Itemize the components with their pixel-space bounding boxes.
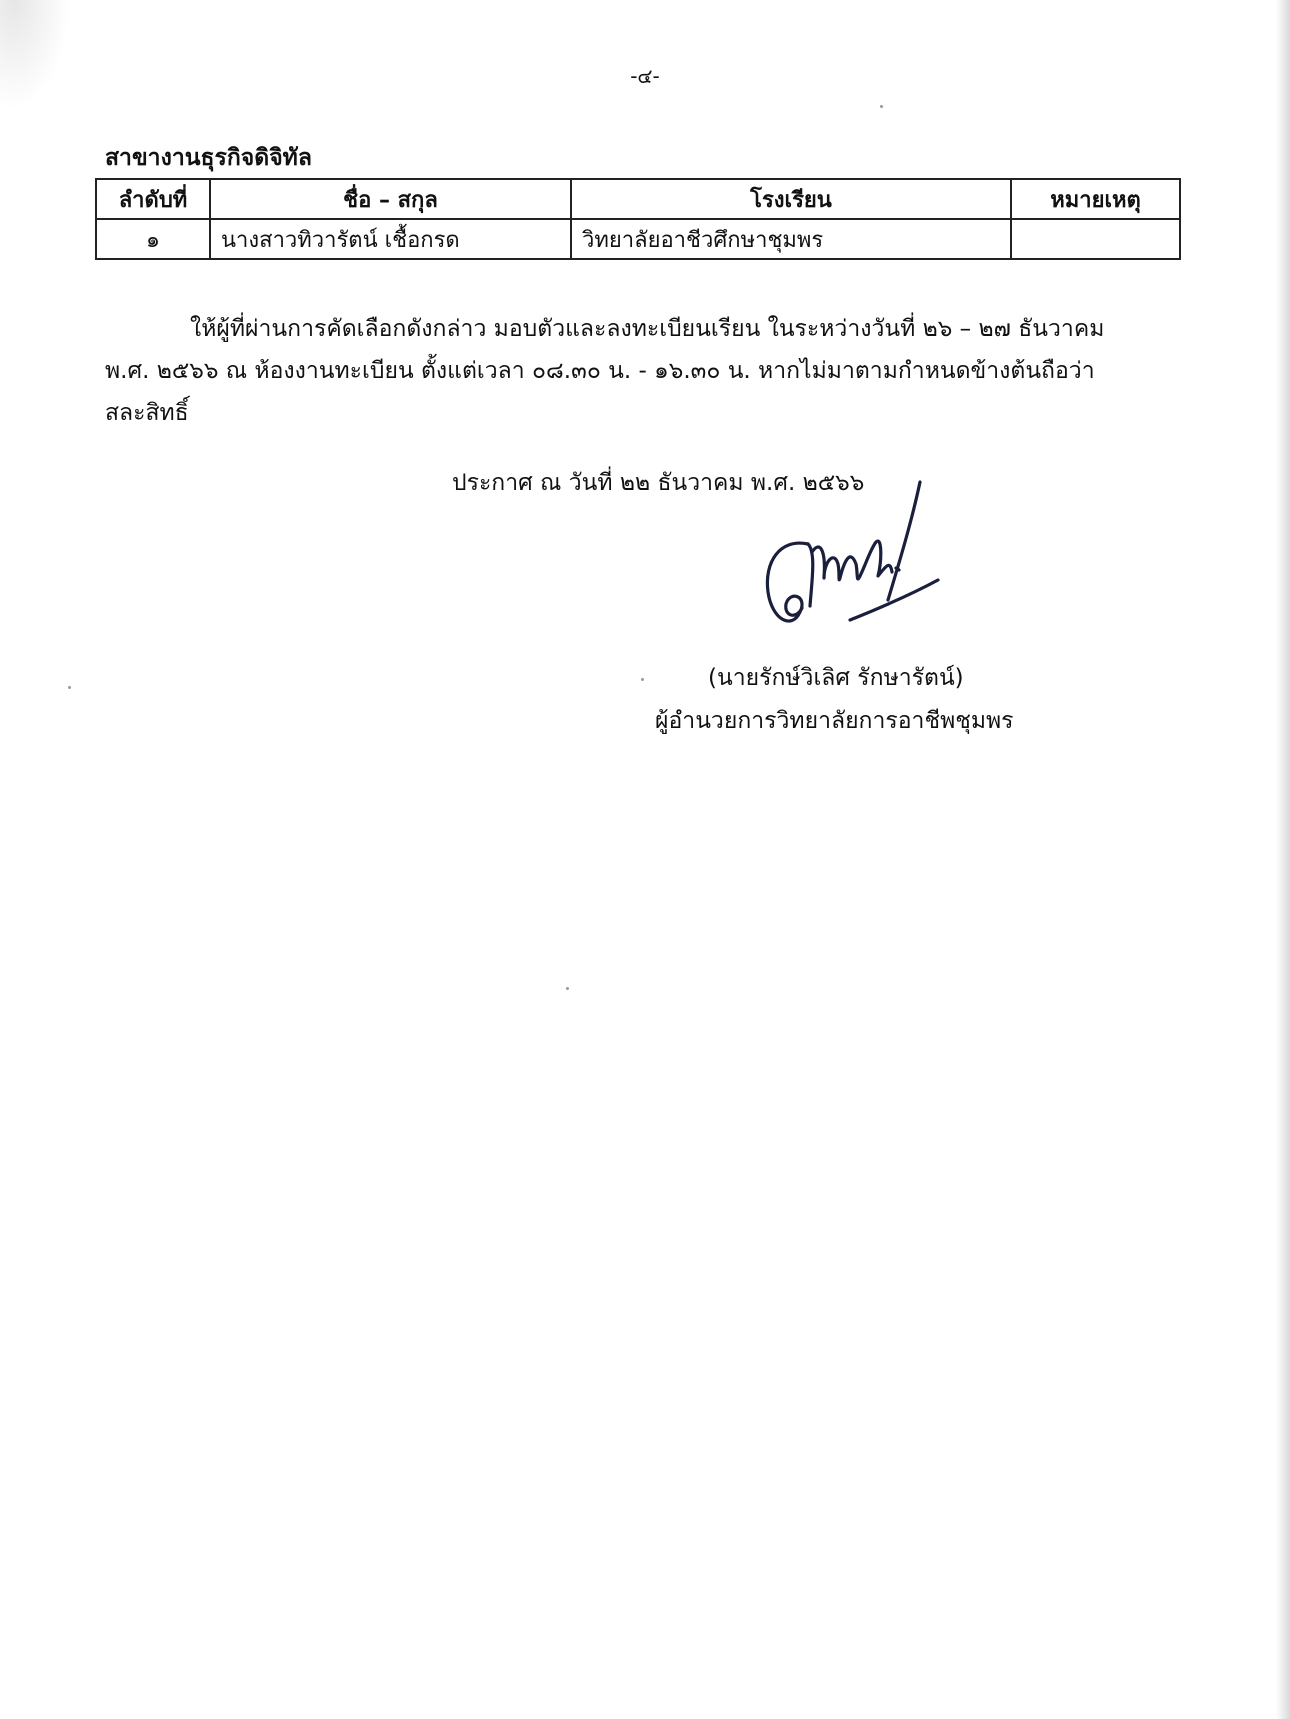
signer-name: (นายรักษ์วิเลิศ รักษารัตน์) (708, 665, 964, 691)
header-name: ชื่อ – สกุล (210, 179, 571, 219)
scan-speck (880, 105, 883, 108)
header-order: ลำดับที่ (96, 179, 210, 219)
scan-shadow-top-left (0, 0, 70, 110)
applicant-table (95, 178, 1181, 260)
header-remark: หมายเหตุ (1011, 179, 1180, 219)
signature-image (750, 480, 950, 650)
scan-speck (68, 686, 71, 689)
notice-line-2: พ.ศ. ๒๕๖๖ ณ ห้องงานทะเบียน ตั้งแต่เวลา ๐๘.๓๐ น. - ๑๖.๓๐ น. หากไม่มาตามกำหนดข้างต้นถือว่า (105, 358, 1095, 384)
cell-school: วิทยาลัยอาชีวศึกษาชุมพร (571, 219, 1011, 259)
scan-shadow-right-edge (1276, 0, 1290, 1719)
cell-order: ๑ (96, 219, 210, 259)
notice-line-1: ให้ผู้ที่ผ่านการคัดเลือกดังกล่าว มอบตัวและลงทะเบียนเรียน ในระหว่างวันที่ ๒๖ – ๒๗ ธันวาคม (190, 316, 1105, 342)
signer-title: ผู้อำนวยการวิทยาลัยการอาชีพชุมพร (655, 708, 1014, 734)
notice-paragraph (105, 308, 1181, 434)
table-header-row (96, 179, 1180, 219)
scan-speck (566, 987, 569, 990)
section-title: สาขางานธุรกิจดิจิทัล (105, 145, 312, 171)
cell-remark (1011, 219, 1180, 259)
header-school: โรงเรียน (571, 179, 1011, 219)
announcement-date: ประกาศ ณ วันที่ ๒๒ ธันวาคม พ.ศ. ๒๕๖๖ (452, 470, 865, 496)
scan-speck (641, 678, 644, 681)
cell-name: นางสาวทิวารัตน์ เชื้อกรด (210, 219, 571, 259)
notice-line-3: สละสิทธิ์ (105, 400, 189, 426)
page-number: -๔- (630, 64, 660, 88)
table-row (96, 219, 1180, 259)
